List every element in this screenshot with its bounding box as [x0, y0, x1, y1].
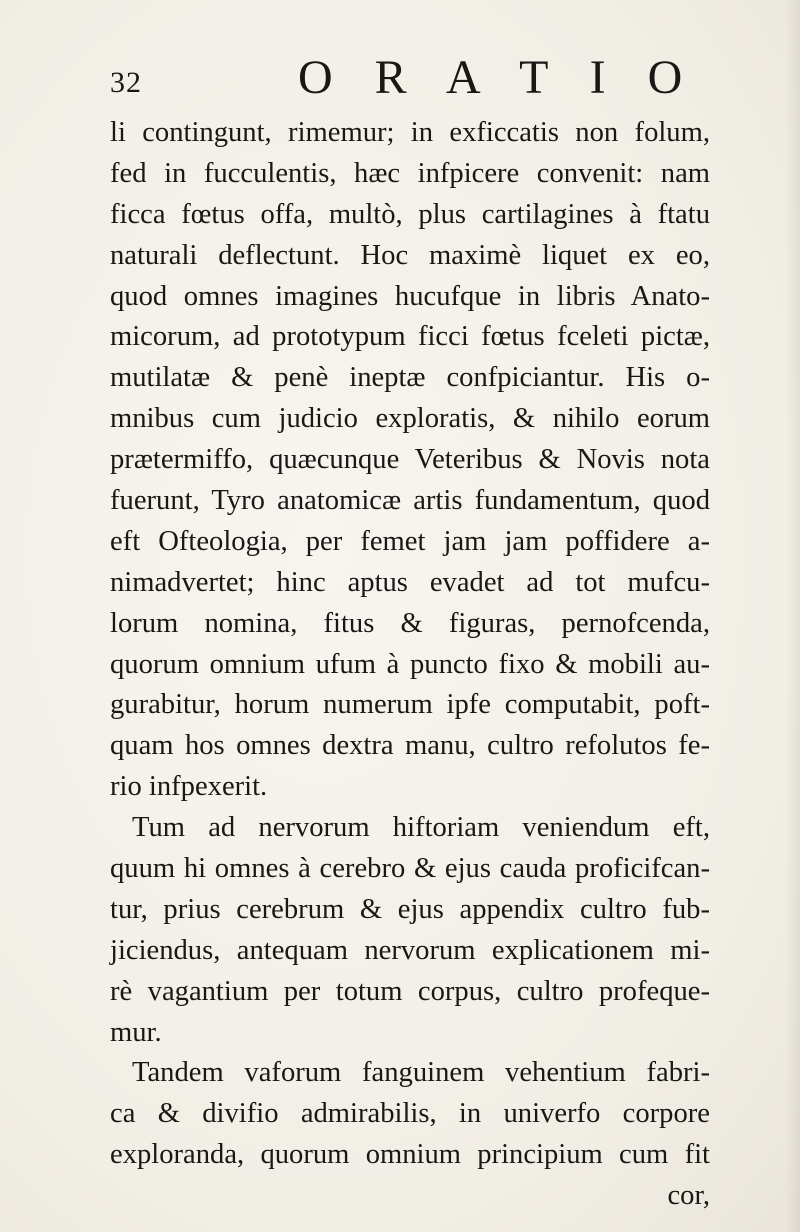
text-line: ca & divifio admirabilis, in univerfo corpore	[110, 1098, 710, 1130]
text-line: naturali deflectunt. Hoc maximè liquet ex eo,	[110, 239, 710, 271]
text-line: fed in fucculentis, hæc infpicere convenit: nam	[110, 157, 710, 189]
text-line: rio infpexerit.	[110, 771, 268, 803]
text-line: micorum, ad prototypum ficci fœtus fceleti pictæ,	[110, 321, 710, 353]
text-line: quum hi omnes à cerebro & ejus cauda proficifcan-	[110, 853, 710, 885]
text-line: mur.	[110, 1016, 162, 1048]
text-line: jiciendus, antequam nervorum explicationem mi-	[110, 934, 710, 966]
paragraph-start-line: Tum ad nervorum hiftoriam veniendum eft,	[132, 812, 710, 844]
text-line: quorum omnium ufum à puncto fixo & mobili au-	[110, 648, 710, 680]
text-line: ficca fœtus offa, multò, plus cartilagines à ftatu	[110, 198, 710, 230]
text-line: prætermiffo, quæcunque Veteribus & Novis nota	[110, 444, 710, 476]
text-line: quam hos omnes dextra manu, cultro refolutos fe-	[110, 730, 710, 762]
catchword: cor,	[667, 1180, 710, 1212]
text-line: gurabitur, horum numerum ipfe computabit, poft-	[110, 689, 710, 721]
text-line: quod omnes imagines hucufque in libris Anato-	[110, 280, 710, 312]
text-line: li contingunt, rimemur; in exficcatis non folum,	[110, 117, 710, 148]
text-line: lorum nomina, fitus & figuras, pernofcenda,	[110, 607, 710, 639]
text-line: eft Ofteologia, per femet jam jam poffidere a-	[110, 525, 710, 557]
running-head	[110, 44, 710, 104]
running-title: O R A T I O	[298, 51, 698, 104]
text-line: exploranda, quorum omnium principium cum fit	[110, 1139, 710, 1171]
body-text	[110, 113, 710, 1217]
text-line: fuerunt, Tyro anatomicæ artis fundamentum, quod	[110, 485, 710, 517]
page-edge-shadow	[786, 0, 800, 1232]
text-line: tur, prius cerebrum & ejus appendix cultro fub-	[110, 893, 710, 925]
text-line: rè vagantium per totum corpus, cultro profeque-	[110, 975, 710, 1007]
text-line: mnibus cum judicio exploratis, & nihilo eorum	[110, 403, 710, 435]
page-number: 32	[110, 66, 142, 99]
text-line: nimadvertet; hinc aptus evadet ad tot mufcu-	[110, 566, 710, 598]
text-line: mutilatæ & penè ineptæ confpiciantur. His o-	[110, 362, 710, 394]
paragraph-start-line: Tandem vaforum fanguinem vehentium fabri-	[132, 1057, 710, 1089]
